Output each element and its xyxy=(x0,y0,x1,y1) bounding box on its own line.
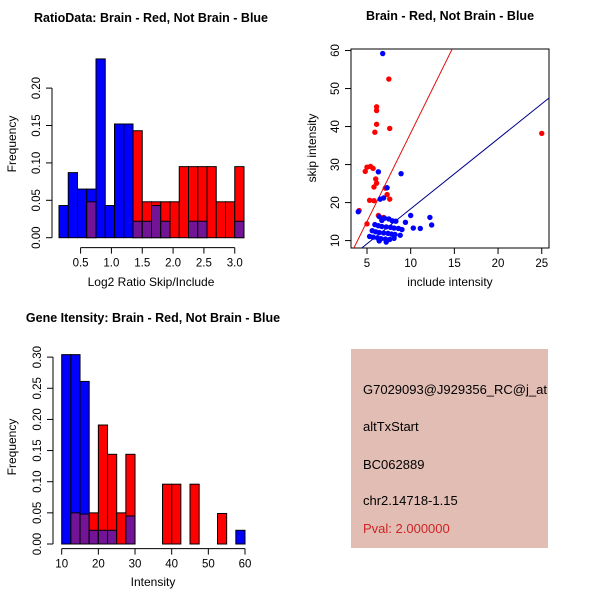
x-tick-label: 10 xyxy=(55,558,69,571)
data-point xyxy=(398,171,403,176)
data-point xyxy=(386,76,391,81)
hist-bar xyxy=(98,425,107,544)
y-tick-label: 0.05 xyxy=(31,189,43,212)
hist-bar xyxy=(216,202,225,238)
hist-bar-overlap xyxy=(89,530,98,544)
hist-bar-overlap xyxy=(71,513,80,544)
hist-bar-overlap xyxy=(87,202,96,238)
scatter-points-brain xyxy=(356,76,544,226)
hist-bar xyxy=(117,513,126,544)
data-point xyxy=(387,196,392,201)
y-tick-label: 0.10 xyxy=(31,151,43,175)
chart-title: RatioData: Brain - Red, Not Brain - Blue xyxy=(33,11,269,25)
chart-title: Brain - Red, Not Brain - Blue xyxy=(365,9,535,23)
info-line: chr2.14718-1.15 xyxy=(363,493,458,508)
hist-bar xyxy=(172,484,181,544)
y-tick-label: 0.15 xyxy=(32,439,44,462)
hist-bar-overlap xyxy=(189,221,198,237)
x-tick-label: 1.0 xyxy=(103,257,120,270)
data-point xyxy=(377,238,382,243)
hist-bar xyxy=(190,484,199,544)
gene-histogram-panel xyxy=(0,300,300,600)
info-panel xyxy=(351,349,548,548)
hist-bar-overlap xyxy=(235,221,244,237)
x-tick-label: 60 xyxy=(238,558,252,571)
y-tick-label: 0.10 xyxy=(32,470,44,493)
brain-fit-line xyxy=(354,49,452,248)
x-tick-label: 1.5 xyxy=(134,257,151,270)
hist-bar xyxy=(124,124,133,238)
scatter-panel xyxy=(300,0,600,300)
hist-bar xyxy=(96,59,105,238)
info-line: G7029093@J929356_RC@j_at xyxy=(363,382,547,397)
y-tick-label: 10 xyxy=(330,234,342,247)
info-line: altTxStart xyxy=(363,419,419,434)
x-tick-label: 5 xyxy=(363,258,371,270)
hist-bar-overlap xyxy=(152,206,161,238)
y-tick-label: 50 xyxy=(330,82,342,95)
y-tick-label: 0.00 xyxy=(31,226,43,249)
data-point xyxy=(377,196,382,201)
data-point xyxy=(371,198,376,203)
histogram-bars xyxy=(59,59,244,238)
hist-bar xyxy=(170,202,179,238)
hist-bar xyxy=(78,189,87,238)
data-point xyxy=(364,221,369,226)
hist-bar xyxy=(105,206,114,238)
y-tick-label: 0.20 xyxy=(32,408,44,431)
hist-bar-overlap xyxy=(98,530,107,544)
data-point xyxy=(387,126,392,131)
chart-content xyxy=(32,346,251,571)
hist-bar xyxy=(59,206,68,238)
chart-title: Gene Itensity: Brain - Red, Not Brain - Blue xyxy=(25,311,281,325)
y-axis-label: skip intensity xyxy=(305,113,319,183)
hist-bar-overlap xyxy=(80,514,89,544)
data-point xyxy=(356,209,361,214)
x-tick-label: 30 xyxy=(128,558,142,571)
x-tick-label: 50 xyxy=(201,558,215,571)
data-point xyxy=(372,130,377,135)
data-point xyxy=(418,226,423,231)
hist-bar xyxy=(68,173,77,238)
x-tick-label: 2.5 xyxy=(195,257,212,270)
info-line: BC062889 xyxy=(363,457,425,472)
x-tick-label: 20 xyxy=(491,258,505,270)
data-point xyxy=(403,220,408,225)
scatter-points-not-brain xyxy=(356,51,435,245)
hist-bar xyxy=(218,513,227,544)
x-tick-label: 40 xyxy=(165,558,179,571)
y-tick-label: 0.05 xyxy=(32,501,44,525)
hist-bar xyxy=(163,484,172,544)
hist-bar-overlap xyxy=(142,221,151,237)
x-tick-label: 15 xyxy=(447,258,461,270)
data-point xyxy=(408,213,413,218)
hist-bar xyxy=(207,167,216,238)
y-tick-label: 0.15 xyxy=(31,114,43,137)
y-tick-label: 60 xyxy=(330,44,342,57)
y-tick-label: 30 xyxy=(330,158,342,171)
ratio-histogram-panel xyxy=(0,0,300,300)
data-point xyxy=(384,239,389,244)
y-tick-label: 0.20 xyxy=(31,76,43,100)
data-point xyxy=(371,184,376,189)
data-point xyxy=(539,131,544,136)
hist-bar xyxy=(179,167,188,238)
x-axis-label: Log2 Ratio Skip/Include xyxy=(87,275,215,289)
chart-content xyxy=(31,59,244,270)
data-point xyxy=(376,169,381,174)
axes xyxy=(330,44,548,270)
data-point xyxy=(429,222,434,227)
hist-bar-overlap xyxy=(198,221,207,237)
x-tick-label: 10 xyxy=(404,258,418,270)
data-point xyxy=(411,225,416,230)
hist-bar-overlap xyxy=(133,221,142,237)
data-point xyxy=(393,219,398,224)
y-tick-label: 0.00 xyxy=(32,532,44,556)
y-axis-label: Frequency xyxy=(5,418,19,476)
hist-bar xyxy=(115,124,124,238)
data-point xyxy=(380,51,385,56)
data-point xyxy=(427,215,432,220)
x-axis-label: Intensity xyxy=(130,575,176,589)
y-tick-label: 20 xyxy=(330,196,342,209)
x-axis-label: include intensity xyxy=(407,275,493,289)
data-point xyxy=(374,108,379,113)
hist-bar xyxy=(226,202,235,238)
x-tick-label: 25 xyxy=(535,258,549,270)
data-point xyxy=(399,227,404,232)
x-tick-label: 2.0 xyxy=(165,257,182,270)
data-point xyxy=(379,218,384,223)
hist-bar-overlap xyxy=(161,221,170,237)
y-tick-label: 40 xyxy=(330,120,342,133)
hist-bar-overlap xyxy=(108,530,117,544)
hist-bar xyxy=(236,530,245,544)
hist-bar-overlap xyxy=(126,516,135,544)
chart-content xyxy=(330,44,549,270)
x-tick-label: 0.5 xyxy=(72,257,89,270)
data-point xyxy=(374,122,379,127)
y-axis-label: Frequency xyxy=(5,115,19,173)
pval-text: Pval: 2.000000 xyxy=(363,521,450,536)
x-tick-label: 3.0 xyxy=(226,257,243,270)
histogram-bars xyxy=(62,355,245,544)
data-point xyxy=(397,233,402,238)
y-tick-label: 0.30 xyxy=(32,345,44,369)
hist-bar xyxy=(62,355,71,544)
data-point xyxy=(370,166,375,171)
y-tick-label: 0.25 xyxy=(32,377,44,400)
x-tick-label: 20 xyxy=(91,558,105,571)
data-point xyxy=(391,236,396,241)
data-point xyxy=(363,169,368,174)
data-point xyxy=(384,185,389,190)
